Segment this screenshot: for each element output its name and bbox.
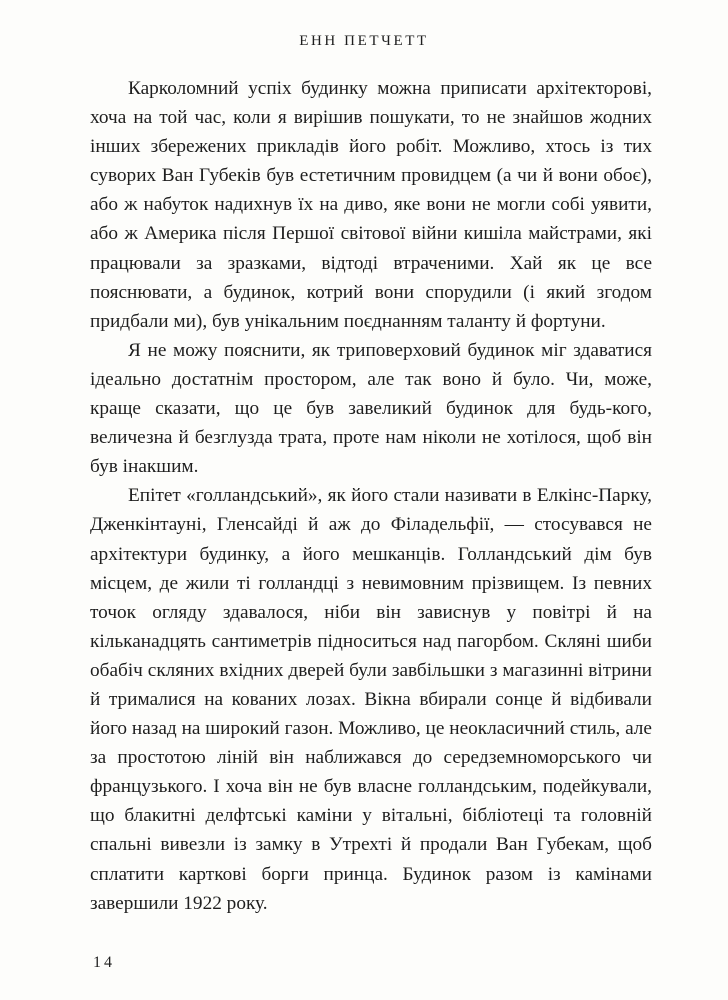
paragraph-3: Епітет «голландський», як його стали називати в Елкінс-Парку, Дженкінтауні, Гленсайді й аж до Філадельфії, — стосувався не архітектури будинку, а його мешканців. Голландський дім був місцем, де жили ті голландці з невимовним прізвищем. Із певних точок огляду здавалося, ніби він зависнув у повітрі й на кільканадцять сантиметрів підноситься над пагорбом. Скляні шиби обабіч скляних вхідних дверей були завбільшки з магазинні вітрини й трималися на кованих лозах. Вікна вбирали сонце й відбивали його назад на широкий газон. Можливо, це неокласичний стиль, але за простотою ліній він наближався до середземноморського чи французького. І хоча він не був власне голландським, подейкували, що блакитні делфтські каміни у вітальні, бібліотеці та головній спальні вивезли із замку в Утрехті й продали Ван Губекам, щоб сплатити карткові борги принца. Будинок разом із камінами завершили 1922 року.: [90, 485, 652, 914]
running-head: ЕНН ПЕТЧЕТТ: [299, 33, 429, 49]
page-number: 14: [93, 954, 115, 971]
paragraph-2: Я не можу пояснити, як триповерховий будинок міг здаватися ідеально достатнім простором, але так воно й було. Чи, може, краще сказати, що це був завеликий будинок для будь-кого, величезна й безглузда трата, проте нам ніколи не хотілося, щоб він був інакшим.: [90, 339, 652, 478]
paragraph-1: Карколомний успіх будинку можна приписати архітекторові, хоча на той час, коли я вирішив пошукати, то не знайшов жодних інших збережених прикладів його робіт. Можливо, хтось із тих суворих Ван Губеків був естетичним провидцем (а чи й вони обоє), або ж набуток надихнув їх на диво, яке вони не могли собі уявити, або ж Америка після Першої світової війни кишіла майстрами, які працювали за зразками, відтоді втраченими. Хай як це все пояснювати, а будинок, котрий вони спорудили (і який згодом придбали ми), був унікальним поєднанням таланту й фортуни.: [90, 78, 652, 332]
body-text: [90, 74, 652, 918]
